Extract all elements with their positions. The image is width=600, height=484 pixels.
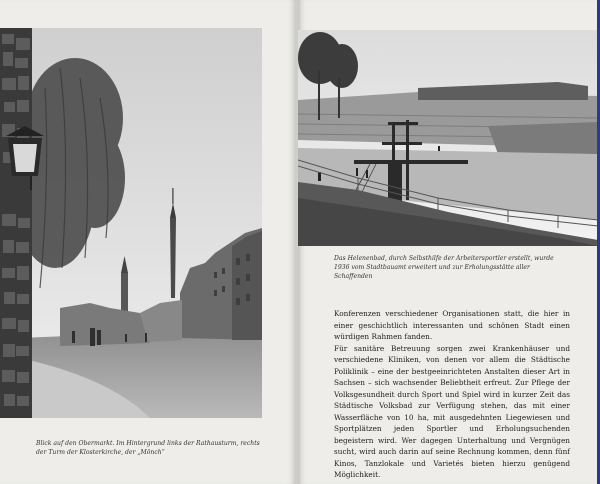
left-page	[0, 0, 296, 484]
body-text	[334, 308, 570, 481]
body-paragraph: Konferenzen verschiedener Organisationen statt, die hier in einer geschichtlich interessanten und schönen Stadt einen würdigen Rahmen fanden.	[334, 309, 570, 341]
obermarkt-caption: Blick auf den Obermarkt. Im Hintergrund links der Rathausturm, rechts der Turm der Klosterkirche, der „Mönch“	[36, 440, 260, 457]
helenenbad-photo	[298, 30, 598, 246]
right-page	[298, 0, 600, 484]
obermarkt-photo	[0, 28, 262, 418]
helenenbad-caption: Das Helenenbad, durch Selbsthilfe der Arbeitersportler erstellt, wurde 1936 vom Stadtbauamt erweitert und zur Erholungsstätte aller Schaffenden	[334, 255, 554, 281]
body-paragraph: Für sanitäre Betreuung sorgen zwei Krankenhäuser und verschiedene Kliniken, von denen vor allem die Städtische Poliklinik – eine der bestgeeinrichteten Anstalten dieser Art in Sachsen – sich wachsender Beliebtheit erfreut. Zur Pflege der Volksgesundheit durch Sport und Spiel wird in kurzer Zeit das Städtische Volksbad zur Verfügung stehen, das mit einer Wasserfläche von 10 ha, mit ausgedehnten Liegewiesen und Sportplätzen jeden Sportler und Erholungsuchenden begeistern wird. Wer dagegen Unterhaltung und Vergnügen sucht, wird auch darin auf seine Rechnung kommen, denn fünf Kinos, Tanzlokale und Varietés bieten hierzu genügend Möglichkeit.	[334, 343, 570, 479]
